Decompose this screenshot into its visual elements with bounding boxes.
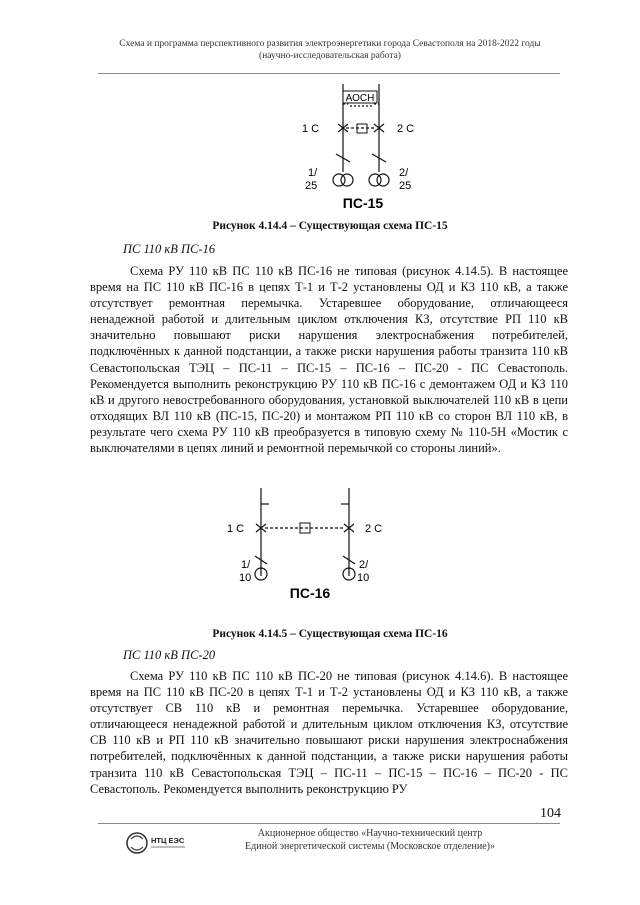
- paragraph-ps20: Схема РУ 110 кВ ПС 110 кВ ПС-20 не типовая (рисунок 4.14.6). В настоящее время на ПС 110 кВ ПС-20 в цепях Т-1 и Т-2 установлены ОД и КЗ 110 кВ, а также отсутствует СВ 110 кВ и ремонтная перемычка. Устаревшее оборудование, отличающееся ненадежной работой и длительным циклом отключения КЗ, отсутствие СВ 110 кВ и РП 110 кВ значительно повышают риски нарушения электроснабжения потребителей, подключённых к данной подстанции, а также риски нарушения работы транзита 110 кВ Севастопольская ТЭЦ – ПС-11 – ПС-15 – ПС-16 – ПС-20 - ПС Севастополь. Рекомендуется выполнить реконструкцию РУ: [90, 669, 568, 796]
- page-footer: [180, 827, 560, 853]
- header-title: Схема и программа перспективного развития электроэнергетики города Севастополя на 2018-2022 годы: [119, 39, 541, 49]
- page-number: 104: [540, 806, 561, 821]
- figure-4-14-4-caption: Рисунок 4.14.4 – Существующая схема ПС-15: [212, 220, 448, 232]
- subheading-ps20: ПС 110 кВ ПС-20: [123, 648, 216, 662]
- bus1-label: 1 С: [302, 123, 320, 135]
- t2-label: 2/: [399, 167, 409, 179]
- bus1-label: 1 С: [227, 523, 245, 535]
- subheading-ps16: ПС 110 кВ ПС-16: [123, 242, 216, 256]
- footer-line1: Акционерное общество «Научно-технический центр: [257, 828, 483, 839]
- bus2-label: 2 С: [365, 523, 383, 535]
- header-subtitle: (научно-исследовательская работа): [259, 51, 401, 61]
- page-header: [100, 38, 560, 62]
- t1-label: 1/: [241, 559, 251, 571]
- header-divider: [98, 73, 560, 74]
- footer-line2: Единой энергетической системы (Московское отделение)»: [245, 841, 495, 852]
- scheme-ps15-title: ПС-15: [342, 195, 384, 211]
- figure-4-14-5-caption: Рисунок 4.14.5 – Существующая схема ПС-16: [212, 628, 448, 640]
- t2-label: 2/: [359, 559, 369, 571]
- aosn-label: АОСН: [345, 93, 375, 104]
- t1-value: 25: [305, 180, 318, 192]
- scheme-ps15-diagram: [290, 84, 430, 212]
- bus2-label: 2 С: [397, 123, 415, 135]
- t2-value: 25: [399, 180, 412, 192]
- paragraph-ps16: Схема РУ 110 кВ ПС 110 кВ ПС-16 не типовая (рисунок 4.14.5). В настоящее время на ПС 110 кВ ПС-16 в цепях Т-1 и Т-2 установлены ОД и КЗ 110 кВ, а также отсутствует ремонтная перемычка. Устаревшее оборудование, отличающееся ненадежной работой и длительным циклом отключения КЗ, отсутствие РП 110 кВ значительно повышают риски нарушения электроснабжения потребителей, подключённых к данной подстанции, а также риски нарушения работы транзита 110 кВ Севастопольская ТЭЦ – ПС-11 – ПС-15 – ПС-16 – ПС-20 - ПС Севастополь. Рекомендуется выполнить реконструкцию РУ 110 кВ ПС-16 с демонтажем ОД и КЗ 110 кВ и другого невостребованного оборудования, установкой выключателей 110 кВ в цепи отходящих ВЛ 110 кВ (ПС-15, ПС-20) и монтажом РП 110 кВ со сторон ВЛ 110 кВ, в результате чего схема РУ 110 кВ преобразуется в типовую схему № 110-5Н «Мостик с выключателями в цепях линий и ремонтной перемычкой со стороны линий».: [90, 264, 568, 456]
- footer-divider: [98, 823, 560, 824]
- t2-value: 10: [357, 572, 370, 584]
- scheme-ps16-diagram: [225, 488, 395, 603]
- t1-value: 10: [239, 572, 252, 584]
- t1-label: 1/: [308, 167, 318, 179]
- logo-text: НТЦ ЕЭС: [151, 836, 185, 845]
- scheme-ps16-title: ПС-16: [289, 585, 331, 601]
